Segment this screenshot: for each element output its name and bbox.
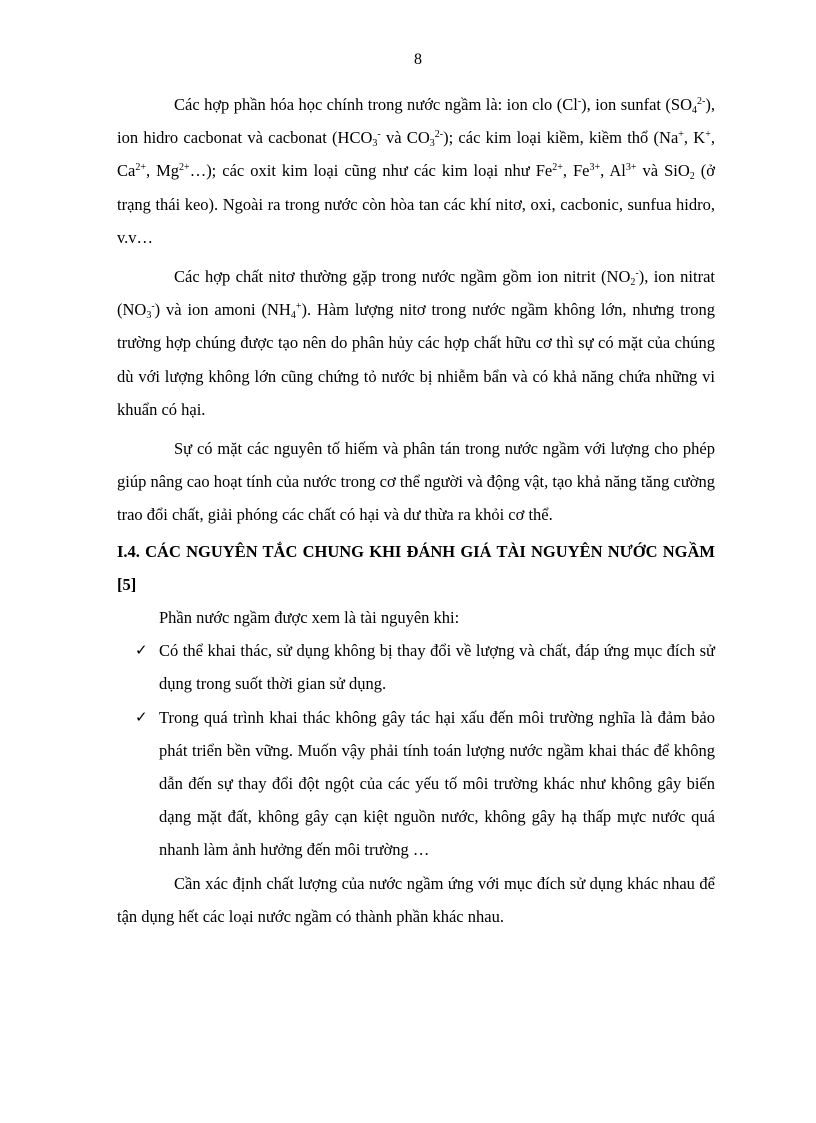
list-item <box>117 634 715 700</box>
superscript: 2+ <box>135 162 146 174</box>
subscript: 2 <box>630 277 636 289</box>
superscript: 2+ <box>552 162 563 174</box>
page-number: 8 <box>414 51 422 68</box>
subscript: 3 <box>429 138 435 150</box>
check-mark-icon: ✓ <box>135 707 148 726</box>
text-run: , Al <box>600 161 626 181</box>
superscript: 2+ <box>179 162 190 174</box>
subscript: 2 <box>689 171 695 183</box>
text-run: , Fe <box>562 161 590 181</box>
superscript: - <box>635 268 639 280</box>
list-item-text: Trong quá trình khai thác không gây tác hại xấu đến môi trường nghĩa là đảm bảo phát triển bền vững. Muốn vậy phải tính toán lượng nước ngầm khai thác để không dẫn đến sự thay đổi đột ngột của các yếu tố môi trường khác như không gây biến dạng mặt đất, không gây cạn kiệt nguồn nước, không gây hạ thấp mực nước quá nhanh làm ảnh hưởng đến môi trường … <box>159 707 715 860</box>
superscript: + <box>295 301 302 313</box>
superscript: - <box>151 301 155 313</box>
text-run: Các hợp phần hóa học chính trong nước ngầm là: ion clo (Cl <box>174 95 578 114</box>
list-item <box>117 701 715 867</box>
text-run: ), ion nitrat (NO <box>117 267 715 320</box>
superscript: + <box>678 129 684 141</box>
text-run: , K <box>683 128 706 148</box>
paragraph-rare-elements: Sự có mặt các nguyên tố hiếm và phân tán trong nước ngầm với lượng cho phép giúp nâng cao hoạt tính của nước trong cơ thể người và động vật, tạo khả năng tăng cường trao đổi chất, giải phóng các chất có hại và dư thừa ra khỏi cơ thể. <box>117 439 715 525</box>
check-mark-icon: ✓ <box>135 641 148 660</box>
section-heading: I.4. CÁC NGUYÊN TẮC CHUNG KHI ĐÁNH GIÁ TÀI NGUYÊN NƯỚC NGẦM [5] <box>117 541 715 594</box>
paragraph-chemical-components <box>117 88 715 254</box>
text-run: (ở trạng thái keo). Ngoài ra trong nước còn hòa tan các khí nitơ, oxi, cacbonic, sunfua hidro, v.v… <box>117 161 716 247</box>
subscript: 4 <box>290 310 296 322</box>
superscript: 3+ <box>625 162 637 174</box>
superscript: 2- <box>697 96 706 107</box>
text-run: …); các oxit kim loại cũng như các kim loại như Fe <box>189 161 553 181</box>
page-content <box>117 88 715 933</box>
superscript: 2- <box>434 129 444 141</box>
subscript: 3 <box>372 138 378 150</box>
superscript: - <box>577 96 582 107</box>
paragraph-intro: Phần nước ngầm được xem là tài nguyên khi: <box>159 608 460 628</box>
text-run: ), ion sunfat (SO <box>581 95 693 114</box>
superscript: - <box>377 129 381 141</box>
subscript: 3 <box>146 310 152 322</box>
list-item-text: Có thể khai thác, sử dụng không bị thay đổi về lượng và chất, đáp ứng mục đích sử dụng trong suốt thời gian sử dụng. <box>159 641 715 694</box>
text-run: ); các kim loại kiềm, kiềm thổ (Na <box>443 128 679 148</box>
superscript: 3+ <box>589 162 601 174</box>
text-run: ) và ion amoni (NH <box>154 300 291 320</box>
text-run: ). Hàm lượng nitơ trong nước ngầm không lớn, nhưng trong trường hợp chúng được tạo nên do phân hủy các hợp chất hữu cơ thì sự có mặt của chúng dù với lượng không lớn cũng chứng tỏ nước bị nhiễm bẩn và có khả năng chứa những vi khuẩn có hại. <box>117 300 715 419</box>
text-run: , Ca <box>117 128 715 181</box>
paragraph-nitrogen-compounds <box>117 260 715 426</box>
superscript: + <box>705 129 711 141</box>
text-run: Các hợp chất nitơ thường gặp trong nước ngầm gồm ion nitrit (NO <box>174 267 631 287</box>
text-run: , Mg <box>145 161 180 181</box>
subscript: 4 <box>692 105 698 116</box>
text-run: và SiO <box>636 161 690 181</box>
text-run: và CO <box>380 128 430 148</box>
text-run: ), ion hidro cacbonat và cacbonat (HCO <box>117 95 715 148</box>
paragraph-closing: Cần xác định chất lượng của nước ngầm ứng với mục đích sử dụng khác nhau để tận dụng hết các loại nước ngầm có thành phần khác nhau. <box>117 873 715 926</box>
criteria-list <box>117 634 715 866</box>
